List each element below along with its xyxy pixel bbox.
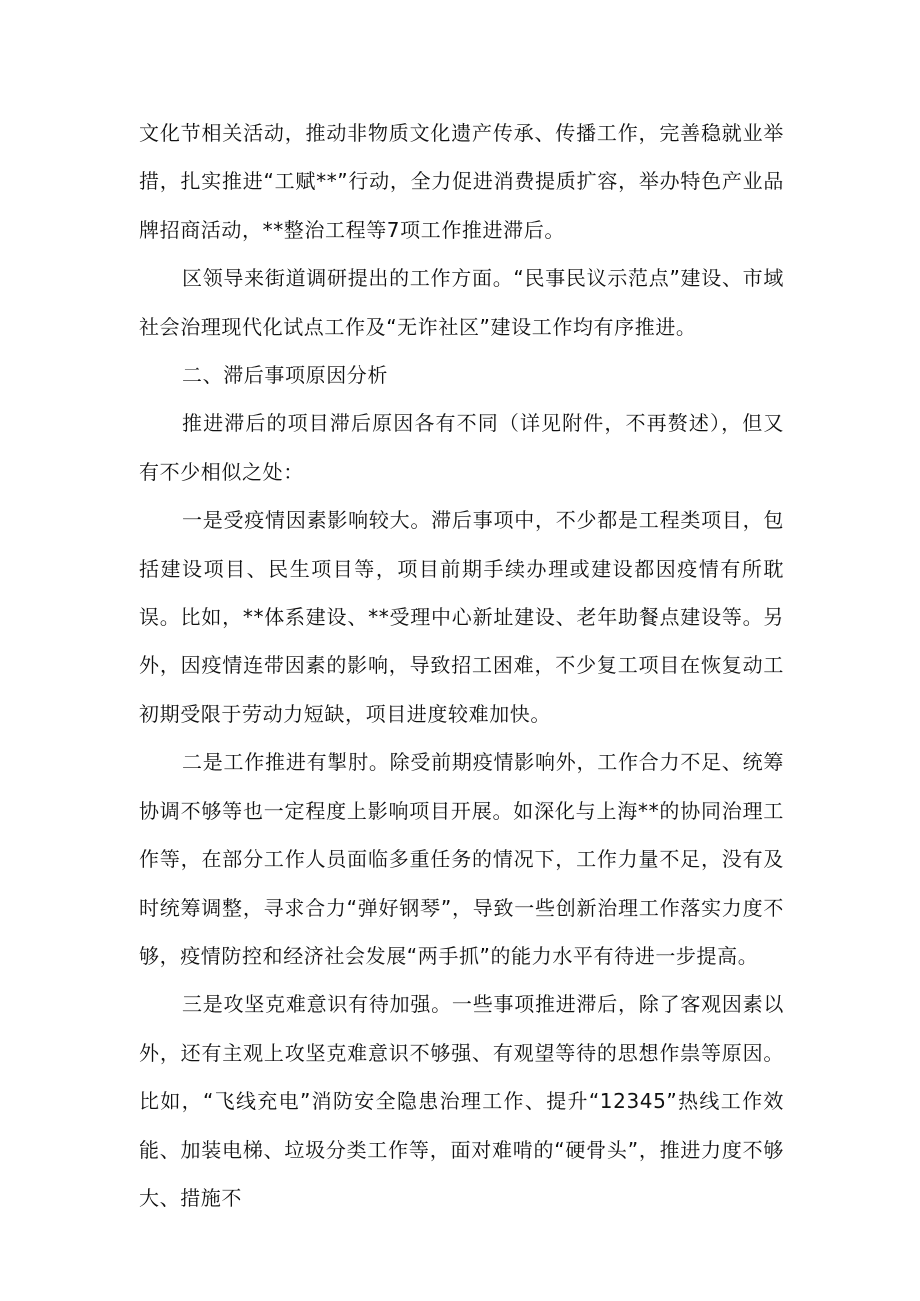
paragraph-district-leaders: 区领导来街道调研提出的工作方面。“民事民议示范点”建设、市域社会治理现代化试点工作及“无诈社区”建设工作均有序推进。 xyxy=(139,266,784,339)
paragraph-continuation: 文化节相关活动，推动非物质文化遗产传承、传播工作，完善稳就业举措，扎实推进“工赋**”行动，全力促进消费提质扩容，举办特色产业品牌招商活动，**整治工程等7项工作推进滞后。 xyxy=(139,121,784,242)
paragraph-cause-constraints: 二是工作推进有掣肘。除受前期疫情影响外，工作合力不足、统筹协调不够等也一定程度上影响项目开展。如深化与上海**的协同治理工作等，在部分工作人员面临多重任务的情况下，工作力量不足，没有及时统筹调整，寻求合力“弹好钢琴”，导致一些创新治理工作落实力度不够，疫情防控和经济社会发展“两手抓”的能力水平有待进一步提高。 xyxy=(139,750,785,968)
paragraph-cause-epidemic: 一是受疫情因素影响较大。滞后事项中，不少都是工程类项目，包括建设项目、民生项目等，项目前期手续办理或建设都因疫情有所耽误。比如，**体系建设、**受理中心新址建设、老年助餐点建设等。另外，因疫情连带因素的影响，导致招工困难，不少复工项目在恢复动工初期受限于劳动力短缺，项目进度较难加快。 xyxy=(139,508,784,726)
document-body xyxy=(139,109,784,1222)
paragraph-cause-awareness: 三是攻坚克难意识有待加强。一些事项推进滞后，除了客观因素以外，还有主观上攻坚克难意识不够强、有观望等待的思想作祟等原因。比如，“飞线充电”消防安全隐患治理工作、提升“12345”热线工作效能、加装电梯、垃圾分类工作等，面对难啃的“硬骨头”，推进力度不够大、措施不 xyxy=(139,992,784,1210)
section-heading-cause-analysis: 二、滞后事项原因分析 xyxy=(182,363,388,388)
paragraph-intro-causes: 推进滞后的项目滞后原因各有不同（详见附件，不再赘述），但又有不少相似之处： xyxy=(139,411,784,484)
